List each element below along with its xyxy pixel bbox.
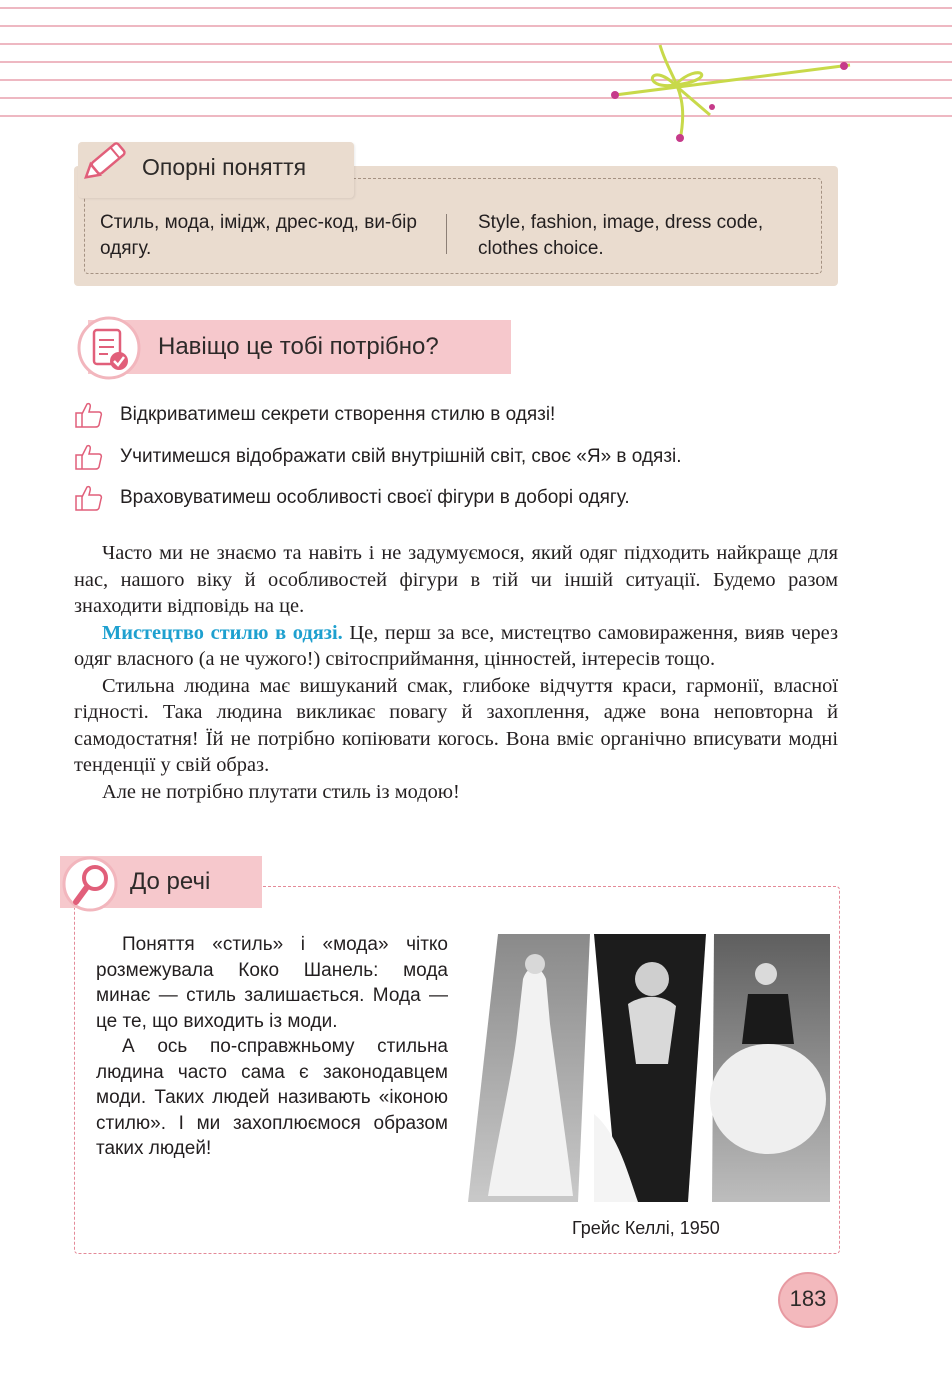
thumbs-up-icon: [74, 400, 104, 430]
why-list-item: Враховуватимеш особливості своєї фігури в доборі одягу.: [74, 483, 834, 513]
pencil-icon: [78, 130, 138, 190]
thumbs-up-icon: [74, 483, 104, 513]
why-section-title: Навіщо це тобі потрібно?: [158, 333, 439, 360]
photo-caption: Грейс Келлі, 1950: [572, 1218, 720, 1238]
by-the-way-text: [96, 932, 448, 1162]
body-text: [74, 540, 838, 805]
concepts-english: Style, fashion, image, dress code, clothes choice.: [478, 212, 764, 259]
btw-paragraph: А ось по-справжньому стильна людина часто сама є законодавцем моди. Таких людей називають «іконою стилю». І ми захоплюємося образом таких людей!: [96, 1036, 448, 1159]
magnifier-icon: [62, 854, 122, 916]
concepts-ukrainian: Стиль, мода, імідж, дрес-код, ви-бір одягу.: [100, 212, 417, 259]
body-paragraph: Але не потрібно плутати стиль із модою!: [102, 780, 460, 803]
grace-kelly-photo-collage: [468, 934, 830, 1202]
why-list-item: Учитимешся відображати свій внутрішній світ, своє «Я» в одязі.: [74, 442, 834, 472]
body-paragraph: Часто ми не знаємо та навіть і не задумуємося, який одяг підходить найкраще для нас, нашого віку й особливостей фігури в тій чи іншій ситуації. Будемо разом знаходити відповідь на це.: [74, 542, 838, 617]
btw-paragraph: Поняття «стиль» і «мода» чітко розмежувала Коко Шанель: мода минає — стиль залишається. Мода — це те, що виходить із моди.: [96, 934, 448, 1032]
ribbon-bow-icon: [600, 40, 860, 150]
body-paragraph: Мистецтво стилю в одязі. Це, перш за все, мистецтво самовираження, вияв через одяг власного (а не чужого!) світосприймання, цінностей, інтересів тощо.: [74, 621, 839, 670]
key-concepts-title: Опорні поняття: [142, 154, 307, 180]
checklist-icon: [76, 314, 146, 384]
why-list-item: Відкриватимеш секрети створення стилю в одязі!: [74, 400, 834, 430]
body-paragraph: Стильна людина має вишуканий смак, глибоке відчуття краси, гармонії, власної гідності. Така людина викликає повагу й захоплення, адже вона неповторна й самодостатня! Їй не потрібно копіювати когось. Вона вміє органічно вписувати модні тенденції у свій образ.: [74, 674, 838, 776]
page-number: 183: [789, 1286, 827, 1311]
concepts-divider: [446, 214, 447, 254]
term-highlight: Мистецтво стилю в одязі.: [102, 621, 343, 644]
thumbs-up-icon: [74, 442, 104, 472]
by-the-way-title: До речі: [130, 868, 211, 895]
